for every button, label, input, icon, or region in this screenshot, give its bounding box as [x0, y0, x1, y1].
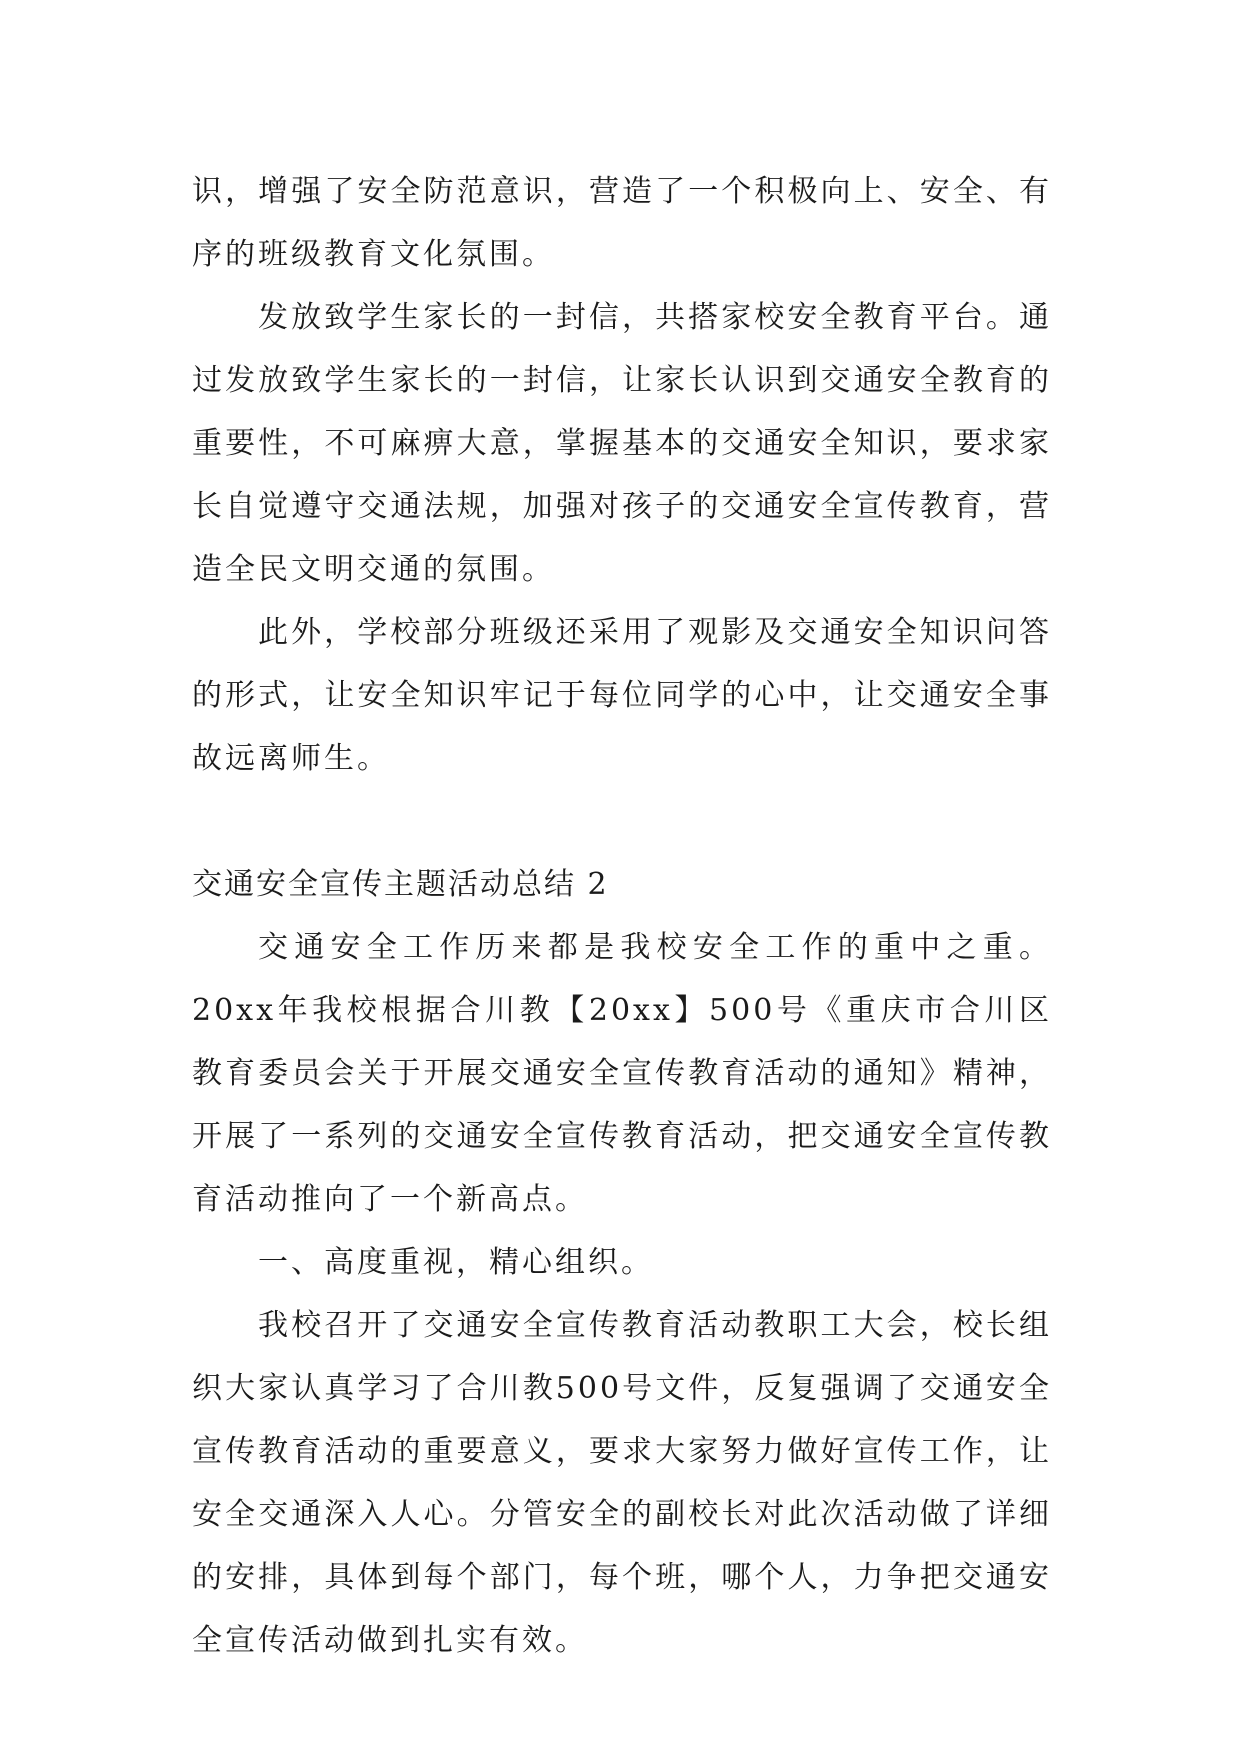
section-spacer [192, 790, 1052, 853]
section-title: 交通安全宣传主题活动总结 2 [192, 867, 609, 902]
paragraph-continuation: 识，增强了安全防范意识，营造了一个积极向上、安全、有序的班级教育文化氛围。 [192, 174, 1052, 272]
paragraph-additional-activities: 此外，学校部分班级还采用了观影及交通安全知识问答的形式，让安全知识牢记于每位同学的心中，让交通安全事故远离师生。 [192, 615, 1052, 776]
paragraph-meeting: 我校召开了交通安全宣传教育活动教职工大会，校长组织大家认真学习了合川教500号文件，反复强调了交通安全宣传教育活动的重要意义，要求大家努力做好宣传工作，让安全交通深入人心。分管安全的副校长对此次活动做了详细的安排，具体到每个部门，每个班，哪个人，力争把交通安全宣传活动做到扎实有效。 [192, 1308, 1052, 1658]
document-body [192, 160, 1052, 1672]
paragraph-parent-letter: 发放致学生家长的一封信，共搭家校安全教育平台。通过发放致学生家长的一封信，让家长认识到交通安全教育的重要性，不可麻痹大意，掌握基本的交通安全知识，要求家长自觉遵守交通法规，加强对孩子的交通安全宣传教育，营造全民文明交通的氛围。 [192, 300, 1052, 587]
subheading-organization: 一、高度重视，精心组织。 [258, 1245, 654, 1280]
paragraph-intro: 交通安全工作历来都是我校安全工作的重中之重。20xx年我校根据合川教【20xx】500号《重庆市合川区教育委员会关于开展交通安全宣传教育活动的通知》精神，开展了一系列的交通安全宣传教育活动，把交通安全宣传教育活动推向了一个新高点。 [192, 930, 1052, 1217]
